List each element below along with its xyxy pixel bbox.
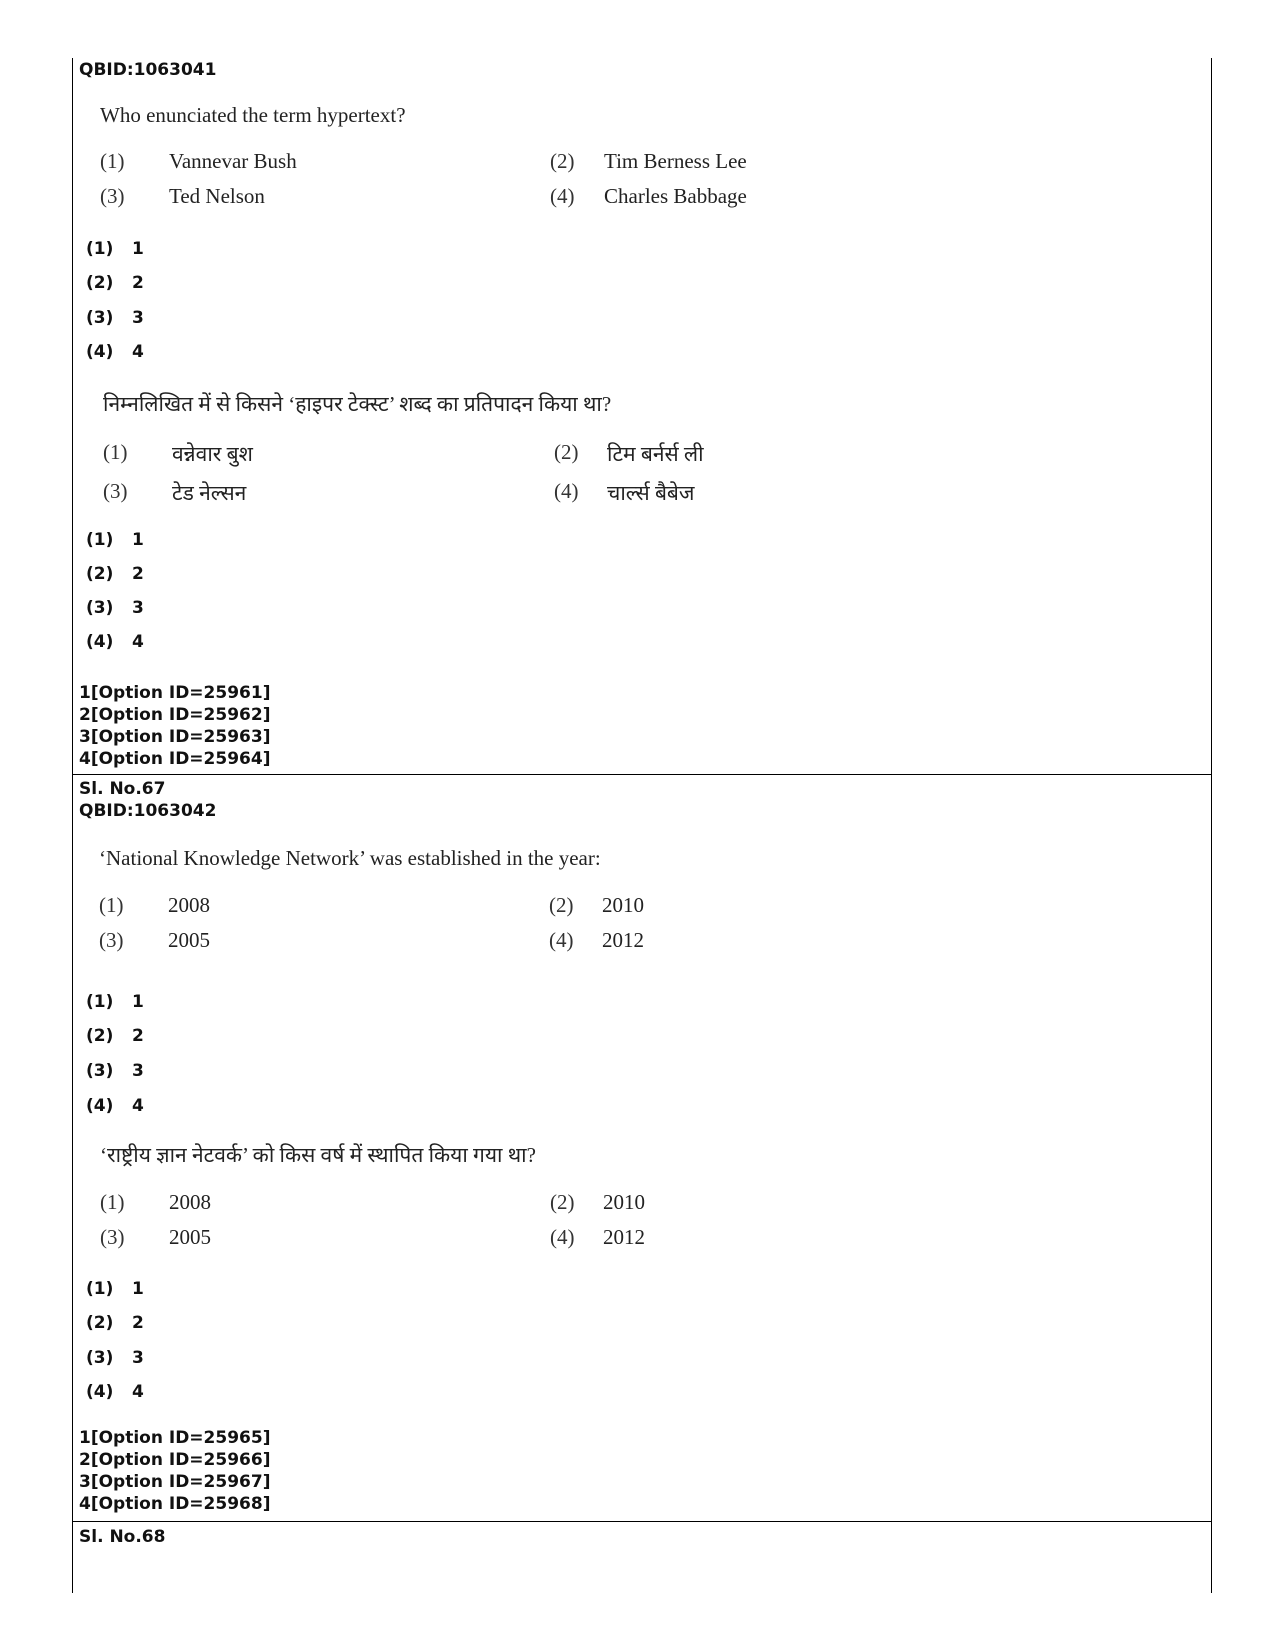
answer-choice[interactable]: (4) 4	[86, 1096, 144, 1116]
divider	[72, 1521, 1212, 1522]
option-number: (3)	[103, 479, 128, 503]
option-number: (4)	[554, 479, 579, 503]
option-text: टेड नेल्सन	[172, 481, 247, 505]
option-number: (4)	[550, 1225, 575, 1249]
option-id: 1[Option ID=25961]	[79, 683, 271, 703]
option-text: 2012	[602, 928, 644, 952]
option-text: Charles Babbage	[604, 184, 747, 208]
divider	[72, 774, 1212, 775]
answer-choice[interactable]: (1) 1	[86, 992, 144, 1012]
answer-choice[interactable]: (1) 1	[86, 530, 144, 550]
option-number: (1)	[100, 149, 125, 173]
serial-number: Sl. No.67	[79, 779, 166, 799]
option-number: (3)	[99, 928, 124, 952]
page-frame	[72, 58, 1212, 1593]
answer-choice[interactable]: (3) 3	[86, 598, 144, 618]
answer-choice[interactable]: (3) 3	[86, 1061, 144, 1081]
option-id: 1[Option ID=25965]	[79, 1428, 271, 1448]
option-text: 2005	[168, 928, 210, 952]
option-id: 2[Option ID=25962]	[79, 705, 271, 725]
answer-choice[interactable]: (1) 1	[86, 1279, 144, 1299]
answer-choice[interactable]: (2) 2	[86, 1026, 144, 1046]
option-text: 2005	[169, 1225, 211, 1249]
option-text: 2010	[603, 1190, 645, 1214]
answer-choice[interactable]: (1) 1	[86, 239, 144, 259]
answer-choice[interactable]: (2) 2	[86, 1313, 144, 1333]
serial-number: Sl. No.68	[79, 1527, 166, 1547]
question-text-en: Who enunciated the term hypertext?	[100, 103, 406, 127]
answer-choice[interactable]: (2) 2	[86, 273, 144, 293]
option-id: 4[Option ID=25968]	[79, 1494, 271, 1514]
option-number: (2)	[549, 893, 574, 917]
option-text: वन्नेवार बुश	[172, 442, 253, 466]
answer-choice[interactable]: (3) 3	[86, 1348, 144, 1368]
option-id-list	[79, 682, 270, 770]
option-text: 2010	[602, 893, 644, 917]
question-text-hi: निम्नलिखित में से किसने ‘हाइपर टेक्स्ट’ शब्द का प्रतिपादन किया था?	[103, 392, 612, 416]
option-number: (1)	[99, 893, 124, 917]
option-number: (2)	[554, 440, 579, 464]
option-text: Ted Nelson	[169, 184, 265, 208]
question-text-en: ‘National Knowledge Network’ was established in the year:	[99, 846, 601, 870]
option-number: (2)	[550, 149, 575, 173]
option-text: 2008	[168, 893, 210, 917]
option-text: टिम बर्नर्स ली	[607, 442, 704, 466]
option-number: (1)	[103, 440, 128, 464]
answer-choice[interactable]: (2) 2	[86, 564, 144, 584]
answer-choice[interactable]: (3) 3	[86, 308, 144, 328]
option-text: Tim Berness Lee	[604, 149, 747, 173]
option-id: 2[Option ID=25966]	[79, 1450, 271, 1470]
option-number: (2)	[550, 1190, 575, 1214]
option-id: 3[Option ID=25963]	[79, 727, 271, 747]
qbid: QBID:1063042	[79, 801, 217, 821]
option-number: (3)	[100, 1225, 125, 1249]
option-id-list	[79, 1427, 270, 1515]
option-text: 2008	[169, 1190, 211, 1214]
option-text: 2012	[603, 1225, 645, 1249]
answer-choice[interactable]: (4) 4	[86, 632, 144, 652]
qbid: QBID:1063041	[79, 60, 217, 80]
option-text: Vannevar Bush	[169, 149, 297, 173]
answer-choice[interactable]: (4) 4	[86, 342, 144, 362]
option-number: (1)	[100, 1190, 125, 1214]
question-text-hi: ‘राष्ट्रीय ज्ञान नेटवर्क’ को किस वर्ष में स्थापित किया गया था?	[100, 1143, 536, 1167]
option-text: चार्ल्स बैबेज	[607, 481, 695, 505]
answer-choice[interactable]: (4) 4	[86, 1382, 144, 1402]
option-number: (4)	[549, 928, 574, 952]
option-id: 4[Option ID=25964]	[79, 749, 271, 769]
option-id: 3[Option ID=25967]	[79, 1472, 271, 1492]
option-number: (3)	[100, 184, 125, 208]
option-number: (4)	[550, 184, 575, 208]
